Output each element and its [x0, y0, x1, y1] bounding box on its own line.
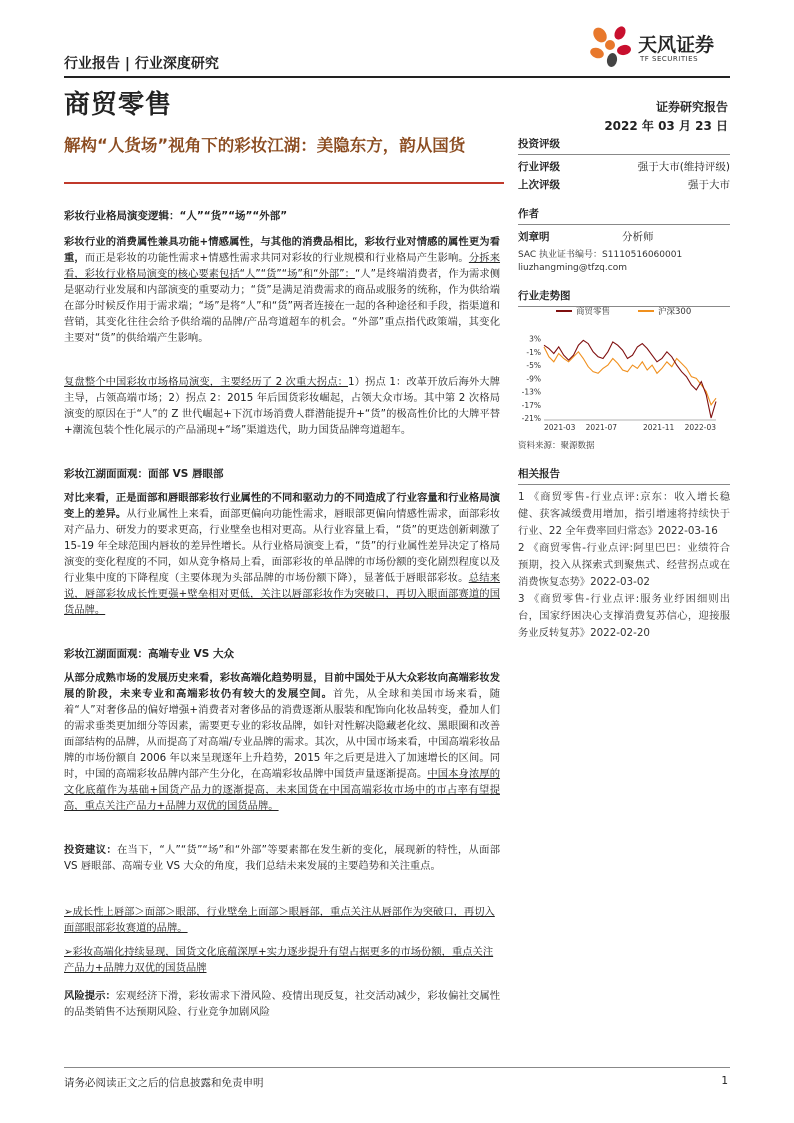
p4-text: 首先，从全球和美国市场来看，随着“人”对奢侈品的偏好增强+消费者对奢侈品的消费逐渐从服装和配饰向化妆品转变，叠加人们的需求垂类更加细分等因素，需要更专业的彩妆品牌，如针对性解决隐藏老化纹、黑眼圈和改善面部结构的品牌，从而提高了对高端/专业品牌的需求。其次，从中国市场来看，中国高端彩妆品牌的市场份额自 2006 年以来呈现逐年上升趋势，2015 年之后更是进入了加速增长的区间。同时，中国的高端彩妆品牌内部产生分化，在高端彩妆品牌中国货声量逐渐提高。 [64, 688, 501, 780]
y-tick-label: 3% [529, 334, 541, 344]
chart-lines [544, 340, 716, 418]
title-underline [64, 182, 504, 184]
p1-text: 而正是彩妆的功能性需求+情感性需求共同对彩妆的行业规模和行业格局产生影响。 [84, 252, 469, 264]
p3-text: 从行业属性上来看，面部更偏向功能性需求，唇眼部更偏向情感性需求，面部彩妆对产品力、研发力的要求更高，行业壁垒也相对更高。从行业容量上看，“货”的更迭创新刺激了 15-19 年全球范围内唇妆的差异性增长。从行业格局演变上看，“货”的行业属性差异决定了格局演变的变化程度的不同，如从竞争格局上看，面部彩妆的单品牌的市场份额的变化剧烈程度以及行业集中度的下降程度（主要体现为头部品牌的市场份额下降），显著低于唇眼部彩妆。 [64, 508, 501, 584]
author-role: 分析师 [622, 231, 654, 243]
rating-label: 上次评级 [518, 179, 560, 191]
p3-bold-text: 对比来看，正是面部和唇眼部彩妆行业属性的不同和驱动力的不同造成了行业容量和行业格局演变上的差异。 [64, 492, 500, 520]
p4-bold-text: 从部分成熟市场的发展历史来看，彩妆高端化趋势明显，目前中国处于从大众彩妆向高端彩妆发展的阶段，未来专业和高端彩妆仍有较大的发展空间。 [64, 672, 500, 700]
related-item-2[interactable]: 2 《商贸零售-行业点评:阿里巴巴：业绩符合预期，投入从探索式到聚焦式、经营拐点或在消费恢复态势》2022-03-02 [518, 542, 730, 588]
tf-securities-logo [586, 22, 736, 68]
author-panel [518, 206, 730, 273]
paragraph-turning-points [64, 374, 500, 438]
bullet-premium-text: ➢彩妆高端化持续显现，国货文化底蕴深厚+实力逐步提升有望占据更多的市场份额，重点关注产品力+品牌力双优的国货品牌 [64, 946, 494, 974]
rating-value: 强于大市(维持评级) [637, 161, 730, 173]
p5-text: 在当下，“人”“货”“场”和“外部”等要素都在发生新的变化，展现新的特性，从面部 VS 唇眼部、高端专业 VS 大众的角度，我们总结未来发展的主要趋势和关注重点。 [64, 844, 500, 872]
paragraph-risk [64, 988, 500, 1020]
author-sac: SAC 执业证书编号：S1110516060001 [518, 250, 683, 260]
y-tick-label: -1% [526, 347, 541, 357]
paragraph-face-vs-lip [64, 490, 500, 618]
p5-bold-text: 投资建议： [64, 844, 117, 856]
related-title: 相关报告 [518, 468, 560, 480]
series-line-商贸零售 [544, 340, 716, 418]
footer-disclaimer: 请务必阅读正文之后的信息披露和免责申明 [64, 1077, 264, 1089]
paragraph-premium-vs-mass [64, 670, 500, 814]
industry-title: 商贸零售 [64, 90, 173, 120]
report-type-label: 行业报告 | 行业深度研究 [64, 56, 219, 72]
header-divider [64, 76, 730, 78]
logo-cn-text: 天风证券 [638, 34, 715, 56]
p1-underlined-text: 分拆来看，彩妆行业格局演变的核心要素包括“人”“货”“场”和“外部”： [64, 252, 501, 280]
y-tick-label: -5% [526, 361, 541, 371]
author-title: 作者 [518, 208, 539, 220]
rating-row-previous [518, 177, 730, 195]
pinwheel-logo-icon [586, 22, 634, 68]
rating-title: 投资评级 [518, 138, 560, 150]
page-number: 1 [721, 1075, 728, 1087]
author-name: 刘章明 [518, 231, 550, 243]
section-head-logic: 彩妆行业格局演变逻辑：“人”“货”“场”“外部” [64, 210, 288, 222]
chart-legend [556, 306, 691, 317]
y-tick-label: -17% [521, 400, 541, 410]
bullet-growth-text: ➢成长性上唇部＞面部＞眼部，行业壁垒上面部＞眼唇部，重点关注从唇部作为突破口，再切入面部眼部彩妆赛道的品牌。 [64, 906, 495, 934]
section-head-face-vs-lip: 彩妆江湖面面观：面部 VS 唇眼部 [64, 468, 224, 480]
related-item-1[interactable]: 1 《商贸零售-行业点评:京东：收入增长稳健、获客减缓费用增加，指引增速将持续快于行业、22 全年费率回归常态》2022-03-16 [518, 491, 730, 537]
chart-source: 资料来源：聚源数据 [518, 441, 595, 451]
series-line-沪深300 [544, 347, 716, 405]
p2-text: 1）拐点 1：改革开放后海外大牌主导，占领高端市场；2）拐点 2：2015 年后国货彩妆崛起，占领大众市场。其中第 2 次格局演变的原因在于“人”的 Z 世代崛起+下沉市场消费人群潜能提升+“货”的极高性价比的大牌平替+潮流包装个性化展示的产品涌现+“场”渠道迭代，助力国货品牌弯道超车。 [64, 376, 500, 436]
p1-bold-text: 彩妆行业的消费属性兼具功能+情感属性，与其他的消费品相比，彩妆行业对情感的属性更为看重， [64, 236, 500, 264]
rating-row-industry [518, 159, 730, 177]
paragraph-industry-logic [64, 234, 500, 346]
p6-bold-text: 风险提示： [64, 990, 116, 1002]
report-category: 证券研究报告 [655, 100, 728, 114]
rating-panel [518, 136, 730, 195]
x-axis [544, 423, 716, 432]
related-divider [518, 484, 730, 485]
report-date: 2022 年 03 月 23 日 [604, 119, 728, 133]
y-tick-label: -9% [526, 374, 541, 384]
author-divider [518, 224, 730, 225]
bullet-growth [64, 904, 500, 936]
rating-label: 行业评级 [518, 161, 560, 173]
bullet-premium [64, 944, 500, 976]
x-tick-label: 2021-07 [585, 423, 618, 432]
y-tick-label: -13% [521, 387, 541, 397]
x-tick-label: 2021-11 [642, 423, 675, 432]
paragraph-investment-advice [64, 842, 500, 874]
logo-en-text: TF SECURITIES [640, 55, 699, 63]
p3-underlined-text: 总结来说，唇部彩妆成长性更强+壁垒相对更低，关注以唇部彩妆作为突破口，再切入眼面部赛道的国货品牌。 [64, 572, 501, 616]
rating-divider [518, 154, 730, 155]
rating-value: 强于大市 [688, 179, 730, 191]
y-tick-label: -21% [521, 414, 541, 423]
trend-chart [516, 302, 730, 434]
related-panel [518, 466, 730, 642]
related-item-3[interactable]: 3 《商贸零售-行业点评:服务业纾困细则出台，国家纾困决心支撑消费复苏信心，迎接服务业反转复苏》2022-02-20 [518, 593, 730, 639]
x-tick-label: 2021-03 [544, 423, 576, 432]
p6-text: 宏观经济下滑，彩妆需求下滑风险、疫情出现反复，社交活动减少，彩妆偏社交属性的品类销售不达预期风险、行业竞争加剧风险 [64, 990, 501, 1018]
section-head-premium-vs-mass: 彩妆江湖面面观：高端专业 VS 大众 [64, 648, 234, 660]
report-main-title: 解构“人货场”视角下的彩妆江湖：美隐东方，韵从国货 [64, 136, 466, 155]
author-email: liuzhangming@tfzq.com [518, 263, 627, 273]
y-axis [522, 335, 716, 423]
p1-tail-text: “人”是终端消费者，作为需求侧是驱动行业发展和内部演变的重要动力；“货”是满足消费需求的商品或服务的统称，作为供给端在部分时候反作用于需求端；“场”是将“人”和“货”两者连接在一起的各种途径和手段，指渠道和营销，其变化往往会给予供给端的品牌/产品弯道超车的机会。“外部”重点指代政策端，其变化主要对“货”的供给端产生影响。 [64, 268, 500, 344]
legend-label-hs300: 沪深300 [658, 307, 692, 317]
p4-underlined-text: 中国本身浓厚的文化底蕴作为基础+国货产品力的逐渐提高，未来国货在中国高端彩妆市场中的市占率有望提高，重点关注产品力+品牌力双优的国货品牌。 [64, 768, 501, 812]
author-line [518, 229, 730, 244]
trend-title: 行业走势图 [518, 290, 571, 302]
legend-label-retail: 商贸零售 [576, 307, 611, 317]
footer-divider [64, 1067, 730, 1068]
p2-underlined-text: 复盘整个中国彩妆市场格局演变，主要经历了 2 次重大拐点： [64, 376, 349, 388]
x-tick-label: 2022-03 [684, 423, 716, 432]
